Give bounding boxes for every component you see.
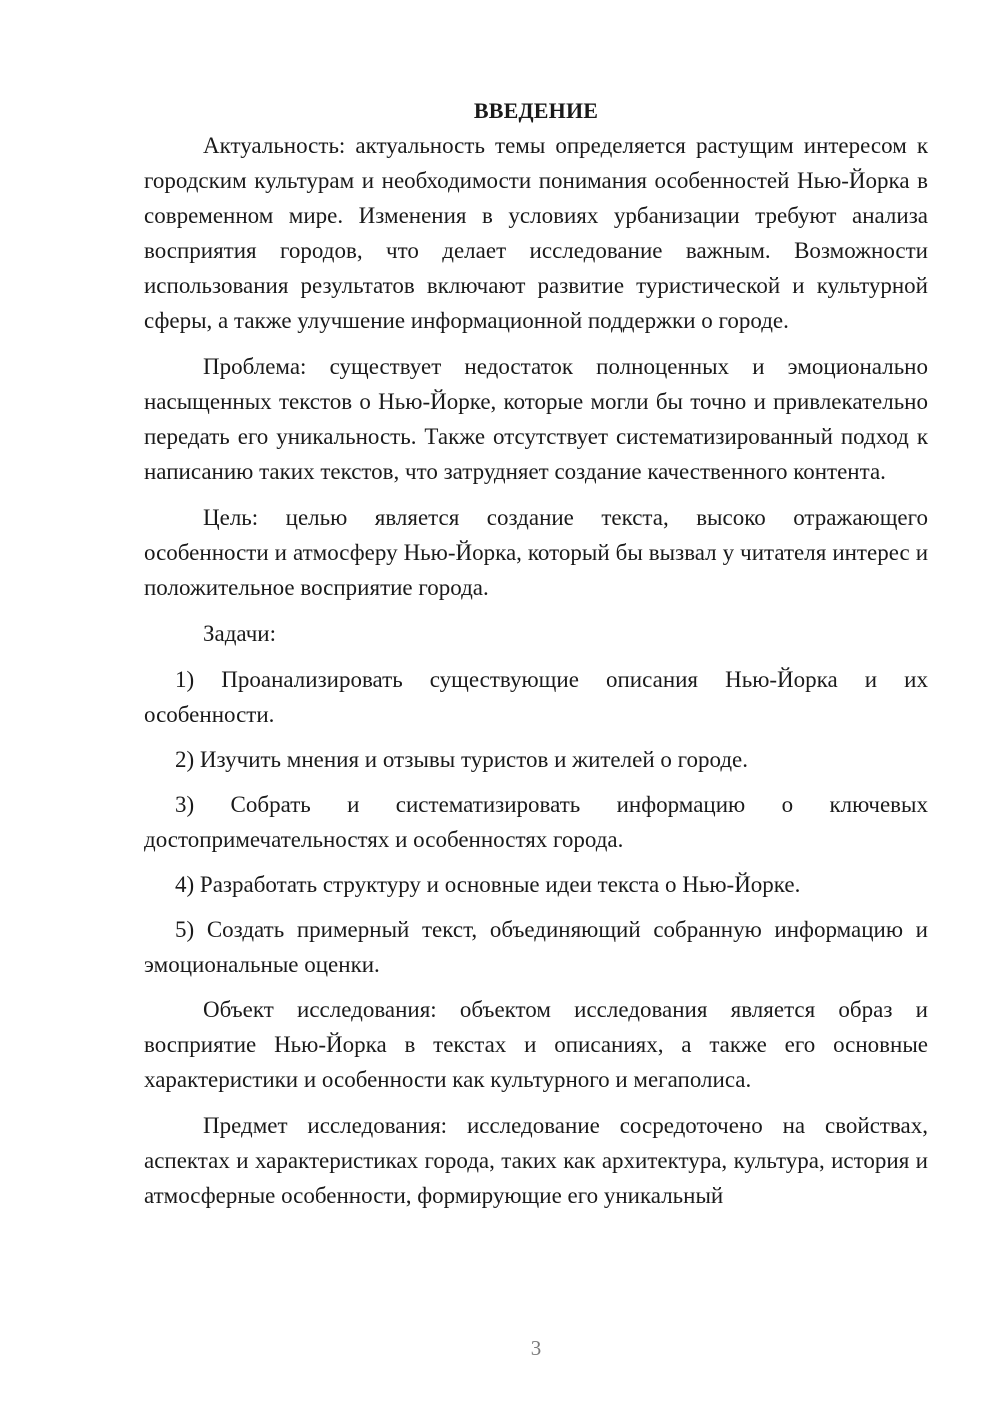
paragraph-subject: Предмет исследования: исследование сосредоточено на свойствах, аспектах и характеристиках города, таких как архитектура, культура, история и атмосферные особенности, формирующие его уникальный	[144, 1113, 928, 1208]
page-number: 3	[530, 1336, 542, 1360]
task-item-4: 4) Разработать структуру и основные идеи текста о Нью-Йорке.	[175, 872, 801, 897]
task-item-5: 5) Создать примерный текст, объединяющий собранную информацию и эмоциональные оценки.	[144, 917, 928, 977]
task-item-2: 2) Изучить мнения и отзывы туристов и жителей о городе.	[175, 747, 748, 772]
page-content	[144, 93, 928, 1224]
task-item-3: 3) Собрать и систематизировать информацию о ключевых достопримечательностях и особенностях города.	[144, 792, 928, 852]
task-item-1: 1) Проанализировать существующие описания Нью-Йорка и их особенности.	[144, 667, 928, 727]
paragraph-object: Объект исследования: объектом исследования является образ и восприятие Нью-Йорка в текстах и описаниях, а также его основные характеристики и особенности как культурного и мегаполиса.	[144, 997, 928, 1092]
paragraph-relevance: Актуальность: актуальность темы определяется растущим интересом к городским культурам и необходимости понимания особенностей Нью-Йорка в современном мире. Изменения в условиях урбанизации требуют анализа восприятия городов, что делает исследование важным. Возможности использования результатов включают развитие туристической и культурной сферы, а также улучшение информационной поддержки о городе.	[144, 133, 928, 333]
page-heading: ВВЕДЕНИЕ	[473, 98, 599, 123]
tasks-label: Задачи:	[203, 621, 276, 646]
paragraph-problem: Проблема: существует недостаток полноценных и эмоционально насыщенных текстов о Нью-Йорке, которые могли бы точно и привлекательно передать его уникальность. Также отсутствует систематизированный подход к написанию таких текстов, что затрудняет создание качественного контента.	[144, 354, 928, 484]
paragraph-goal: Цель: целью является создание текста, высоко отражающего особенности и атмосферу Нью-Йорка, который бы вызвал у читателя интерес и положительное восприятие города.	[144, 505, 928, 600]
